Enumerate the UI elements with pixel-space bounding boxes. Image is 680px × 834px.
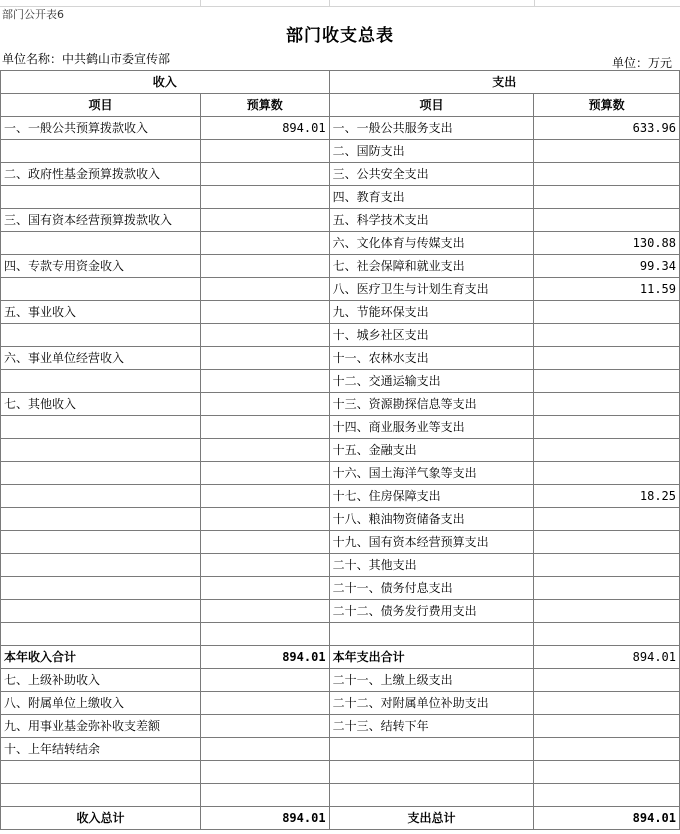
expense-item-cell — [329, 738, 534, 761]
table-row — [1, 209, 680, 232]
income-value-cell — [200, 416, 329, 439]
income-item-cell — [1, 600, 201, 623]
table-row — [1, 416, 680, 439]
expense-value-cell: 633.96 — [534, 117, 680, 140]
budget-table — [0, 70, 680, 830]
expense-item-cell: 三、公共安全支出 — [329, 163, 534, 186]
table-row — [1, 508, 680, 531]
table-row — [1, 393, 680, 416]
expense-value-cell: 99.34 — [534, 255, 680, 278]
expense-grand-total-label: 支出总计 — [329, 807, 534, 830]
income-item-cell — [1, 462, 201, 485]
expense-value-cell — [534, 416, 680, 439]
income-value-cell — [200, 347, 329, 370]
expense-value-cell: 130.88 — [534, 232, 680, 255]
section-header-row — [1, 71, 680, 94]
income-value-cell — [200, 508, 329, 531]
expense-item-cell: 二十三、结转下年 — [329, 715, 534, 738]
expense-value-cell — [534, 209, 680, 232]
table-row — [1, 531, 680, 554]
expense-value-cell — [534, 370, 680, 393]
expense-value-cell: 18.25 — [534, 485, 680, 508]
unit-label: 单位：万元 — [611, 56, 672, 70]
income-item-cell — [1, 278, 201, 301]
expense-item-cell: 十七、住房保障支出 — [329, 485, 534, 508]
income-item-cell: 九、用事业基金弥补收支差额 — [1, 715, 201, 738]
table-row — [1, 554, 680, 577]
table-row — [1, 370, 680, 393]
income-value-cell: 894.01 — [200, 117, 329, 140]
income-value-cell — [200, 485, 329, 508]
income-value-cell — [200, 738, 329, 761]
expense-item-cell: 二十一、债务付息支出 — [329, 577, 534, 600]
income-value-cell — [200, 301, 329, 324]
expense-item-cell: 二十二、债务发行费用支出 — [329, 600, 534, 623]
table-row — [1, 577, 680, 600]
expense-item-cell — [329, 623, 534, 646]
expense-item-cell: 二十、其他支出 — [329, 554, 534, 577]
grand-total-row — [1, 807, 680, 830]
table-row — [1, 761, 680, 784]
year-expense-total-label: 本年支出合计 — [329, 646, 534, 669]
expense-item-cell: 十、城乡社区支出 — [329, 324, 534, 347]
expense-value-cell — [534, 761, 680, 784]
table-row — [1, 784, 680, 807]
income-value-cell — [200, 232, 329, 255]
year-expense-total-value: 894.01 — [534, 646, 680, 669]
expense-item-cell: 十二、交通运输支出 — [329, 370, 534, 393]
expense-value-cell — [534, 462, 680, 485]
year-income-total-label: 本年收入合计 — [1, 646, 201, 669]
expense-item-cell: 二十一、上缴上级支出 — [329, 669, 534, 692]
income-item-cell: 七、其他收入 — [1, 393, 201, 416]
expense-item-cell — [329, 784, 534, 807]
income-item-cell — [1, 140, 201, 163]
expense-value-cell — [534, 347, 680, 370]
form-number: 部门公开表6 — [2, 8, 64, 21]
income-item-cell: 五、事业收入 — [1, 301, 201, 324]
expense-value-cell — [534, 692, 680, 715]
income-value-cell — [200, 186, 329, 209]
expense-value-cell — [534, 531, 680, 554]
expense-item-cell: 十八、粮油物资储备支出 — [329, 508, 534, 531]
income-value-cell — [200, 462, 329, 485]
expense-item-cell: 二、国防支出 — [329, 140, 534, 163]
income-value-cell — [200, 393, 329, 416]
table-row — [1, 301, 680, 324]
income-grand-total-value: 894.01 — [200, 807, 329, 830]
table-row — [1, 186, 680, 209]
year-income-total-value: 894.01 — [200, 646, 329, 669]
income-value-cell — [200, 439, 329, 462]
income-value-cell — [200, 370, 329, 393]
column-header-row — [1, 94, 680, 117]
income-value-cell — [200, 692, 329, 715]
income-value-cell — [200, 715, 329, 738]
income-item-cell — [1, 577, 201, 600]
income-item-cell: 七、上级补助收入 — [1, 669, 201, 692]
income-value-cell — [200, 554, 329, 577]
expense-value-cell — [534, 738, 680, 761]
income-value-cell — [200, 577, 329, 600]
income-value-cell — [200, 324, 329, 347]
income-item-cell — [1, 554, 201, 577]
expense-value-cell — [534, 301, 680, 324]
income-value-cell — [200, 669, 329, 692]
expense-value-cell — [534, 186, 680, 209]
expense-item-cell: 十五、金融支出 — [329, 439, 534, 462]
table-row — [1, 485, 680, 508]
table-row — [1, 232, 680, 255]
income-item-cell — [1, 784, 201, 807]
income-item-cell — [1, 485, 201, 508]
expense-item-cell: 八、医疗卫生与计划生育支出 — [329, 278, 534, 301]
table-row — [1, 462, 680, 485]
table-row — [1, 140, 680, 163]
expense-section-header: 支出 — [329, 71, 679, 94]
income-item-cell — [1, 531, 201, 554]
table-row — [1, 669, 680, 692]
table-row — [1, 255, 680, 278]
income-grand-total-label: 收入总计 — [1, 807, 201, 830]
expense-grand-total-value: 894.01 — [534, 807, 680, 830]
expense-item-cell: 四、教育支出 — [329, 186, 534, 209]
expense-item-cell: 十一、农林水支出 — [329, 347, 534, 370]
expense-item-cell: 七、社会保障和就业支出 — [329, 255, 534, 278]
income-item-cell — [1, 324, 201, 347]
expense-value-cell — [534, 623, 680, 646]
income-value-cell — [200, 784, 329, 807]
table-row — [1, 347, 680, 370]
income-item-header: 项目 — [1, 94, 201, 117]
expense-value-cell — [534, 508, 680, 531]
income-item-cell: 六、事业单位经营收入 — [1, 347, 201, 370]
income-value-cell — [200, 255, 329, 278]
expense-item-cell: 十三、资源勘探信息等支出 — [329, 393, 534, 416]
table-row — [1, 278, 680, 301]
expense-value-cell — [534, 669, 680, 692]
income-item-cell: 三、国有资本经营预算拨款收入 — [1, 209, 201, 232]
income-budget-header: 预算数 — [200, 94, 329, 117]
expense-value-cell — [534, 600, 680, 623]
expense-item-cell — [329, 761, 534, 784]
expense-value-cell — [534, 393, 680, 416]
expense-value-cell — [534, 324, 680, 347]
table-row — [1, 692, 680, 715]
income-item-cell: 四、专款专用资金收入 — [1, 255, 201, 278]
income-item-cell — [1, 508, 201, 531]
table-row — [1, 738, 680, 761]
table-row — [1, 600, 680, 623]
expense-value-cell — [534, 163, 680, 186]
income-item-cell — [1, 623, 201, 646]
expense-value-cell: 11.59 — [534, 278, 680, 301]
income-item-cell: 十、上年结转结余 — [1, 738, 201, 761]
expense-value-cell — [534, 784, 680, 807]
income-item-cell: 二、政府性基金预算拨款收入 — [1, 163, 201, 186]
expense-item-cell: 九、节能环保支出 — [329, 301, 534, 324]
expense-item-header: 项目 — [329, 94, 534, 117]
expense-item-cell: 六、文化体育与传媒支出 — [329, 232, 534, 255]
income-item-cell — [1, 416, 201, 439]
income-value-cell — [200, 623, 329, 646]
income-value-cell — [200, 140, 329, 163]
income-item-cell: 八、附属单位上缴收入 — [1, 692, 201, 715]
unit-name: 单位名称：中共鹤山市委宣传部 — [2, 52, 171, 66]
income-item-cell — [1, 232, 201, 255]
table-row — [1, 163, 680, 186]
income-item-cell — [1, 186, 201, 209]
expense-item-cell: 一、一般公共服务支出 — [329, 117, 534, 140]
income-value-cell — [200, 761, 329, 784]
expense-value-cell — [534, 439, 680, 462]
income-item-cell — [1, 370, 201, 393]
income-item-cell — [1, 439, 201, 462]
expense-item-cell: 十四、商业服务业等支出 — [329, 416, 534, 439]
expense-budget-header: 预算数 — [534, 94, 680, 117]
income-section-header: 收入 — [1, 71, 330, 94]
income-value-cell — [200, 163, 329, 186]
expense-value-cell — [534, 577, 680, 600]
table-row — [1, 117, 680, 140]
income-value-cell — [200, 209, 329, 232]
page-title: 部门收支总表 — [286, 26, 394, 46]
expense-item-cell: 十九、国有资本经营预算支出 — [329, 531, 534, 554]
income-value-cell — [200, 600, 329, 623]
income-value-cell — [200, 531, 329, 554]
expense-value-cell — [534, 140, 680, 163]
expense-item-cell: 五、科学技术支出 — [329, 209, 534, 232]
expense-item-cell: 二十二、对附属单位补助支出 — [329, 692, 534, 715]
table-row — [1, 715, 680, 738]
table-row — [1, 324, 680, 347]
column-header-strip — [0, 0, 680, 7]
expense-value-cell — [534, 554, 680, 577]
expense-value-cell — [534, 715, 680, 738]
income-item-cell: 一、一般公共预算拨款收入 — [1, 117, 201, 140]
year-total-row — [1, 646, 680, 669]
income-value-cell — [200, 278, 329, 301]
table-row — [1, 439, 680, 462]
income-item-cell — [1, 761, 201, 784]
expense-item-cell: 十六、国土海洋气象等支出 — [329, 462, 534, 485]
table-row — [1, 623, 680, 646]
